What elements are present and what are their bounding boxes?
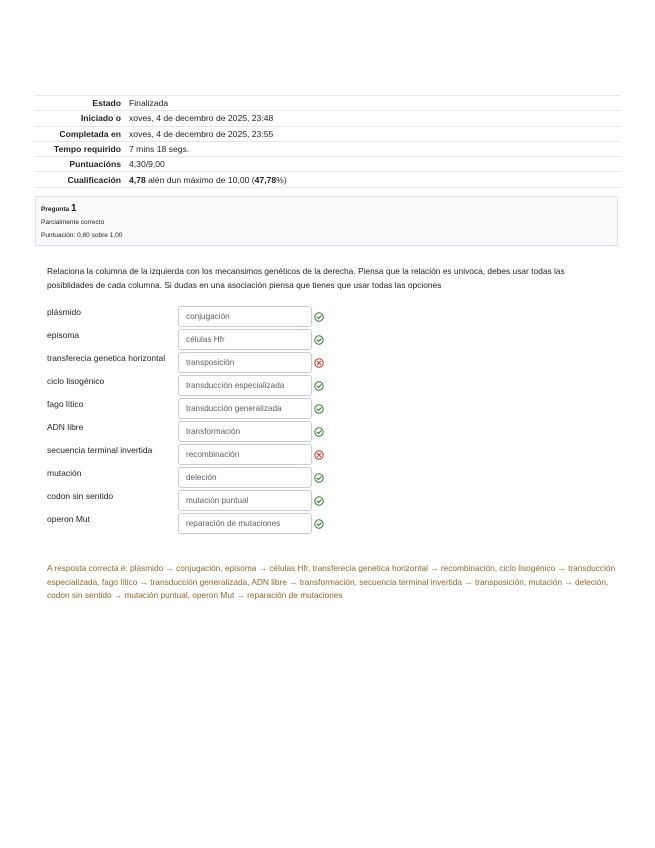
summary-label: Tempo requirido [53,144,121,155]
match-answer-select[interactable]: deleción [178,467,312,488]
match-answer-select[interactable]: transformación [178,421,312,442]
match-stem: mutación [47,468,82,478]
match-stem: transferecia genetica horizontal [47,353,166,363]
match-answer-select[interactable]: recombinación [178,444,312,465]
match-stem: ADN libre [47,422,84,432]
match-stem: secuencia terminal invertida [47,445,153,455]
match-row [47,305,347,328]
grade-suffix: %) [276,174,287,185]
summary-label: Cualificación [67,174,121,185]
match-row [47,489,347,512]
check-circle-icon [314,335,324,345]
match-stem: plásmido [47,307,82,317]
quiz-summary-table [35,95,620,188]
match-answer-select[interactable]: reparación de mutaciones [178,513,312,534]
summary-value: xoves, 4 de decembro de 2025, 23:55 [129,128,274,139]
check-circle-icon [314,312,324,322]
right-answer-feedback: A resposta correcta é: plásmido → conjugación, episoma → células Hfr, transferecia genetica horizontal → recombinación, ciclo lisogénico → transducción especializada, fago lítico → transducción generalizada, ADN libre → transformación, secuencia terminal invertida → transposición, mutación → deleción, codon sin sentido → mutación puntual, operon Mut → reparación de mutaciones [47,563,616,600]
question-state: Parcialmente correcto [41,219,105,226]
summary-grade-value [126,172,620,187]
grade-middle: alén dun máximo de 10,00 ( [145,174,255,185]
question-number-value: 1 [70,203,77,214]
match-row [47,397,347,420]
match-answer-select[interactable]: conjugación [178,306,312,327]
match-row [47,443,347,466]
match-row [47,351,347,374]
summary-value: Finalizada [129,98,169,109]
grade-percent: 47,78 [254,174,277,185]
match-answer-select[interactable]: transducción especializada [178,375,312,396]
check-circle-icon [314,519,324,529]
match-row [47,466,347,489]
summary-row-state [35,96,620,111]
question-grade: Puntuación: 0,80 sobre 1,00 [41,232,123,239]
question-text: Relaciona la columna de la izquierda con los mecansimos genéticos de la derecha. Piensa que la relación es univoca, debes usar todas las posiblidades de cada columna. Si dudas en una asociación piensa que tienes que usar todas las opciones [47,266,565,290]
check-circle-icon [314,496,324,506]
match-stem: codon sin sentido [47,491,114,501]
match-row [47,512,347,535]
summary-row-time-taken [35,141,620,156]
match-stem: operon Mut [47,514,90,524]
match-row [47,328,347,351]
summary-label: Iniciado o [80,113,121,124]
question-prefix: Pregunta [41,206,70,213]
times-circle-icon [314,450,324,460]
match-stem: episoma [47,330,80,340]
match-stem: ciclo lisogénico [47,376,105,386]
question-info-box [35,196,618,246]
match-answer-select[interactable]: transposición [178,352,312,373]
summary-label: Puntuacións [69,159,121,170]
check-circle-icon [314,381,324,391]
check-circle-icon [314,427,324,437]
match-answer-select[interactable]: mutación puntual [178,490,312,511]
match-rows [47,305,347,535]
check-circle-icon [314,404,324,414]
summary-value: 4,30/9,00 [129,159,165,170]
summary-row-marks [35,157,620,172]
summary-row-completed [35,126,620,141]
summary-label: Estado [92,98,121,109]
grade-score: 4,78 [129,174,146,185]
summary-label: Completada en [59,128,121,139]
summary-value: 7 mins 18 segs. [129,144,190,155]
summary-row-started [35,111,620,126]
check-circle-icon [314,473,324,483]
match-row [47,420,347,443]
match-stem: fago lítico [47,399,84,409]
summary-value: xoves, 4 de decembro de 2025, 23:48 [129,113,274,124]
question-number [41,203,77,214]
times-circle-icon [314,358,324,368]
match-answer-select[interactable]: células Hfr [178,329,312,350]
match-answer-select[interactable]: transducción generalizada [178,398,312,419]
summary-row-grade [35,172,620,187]
match-row [47,374,347,397]
